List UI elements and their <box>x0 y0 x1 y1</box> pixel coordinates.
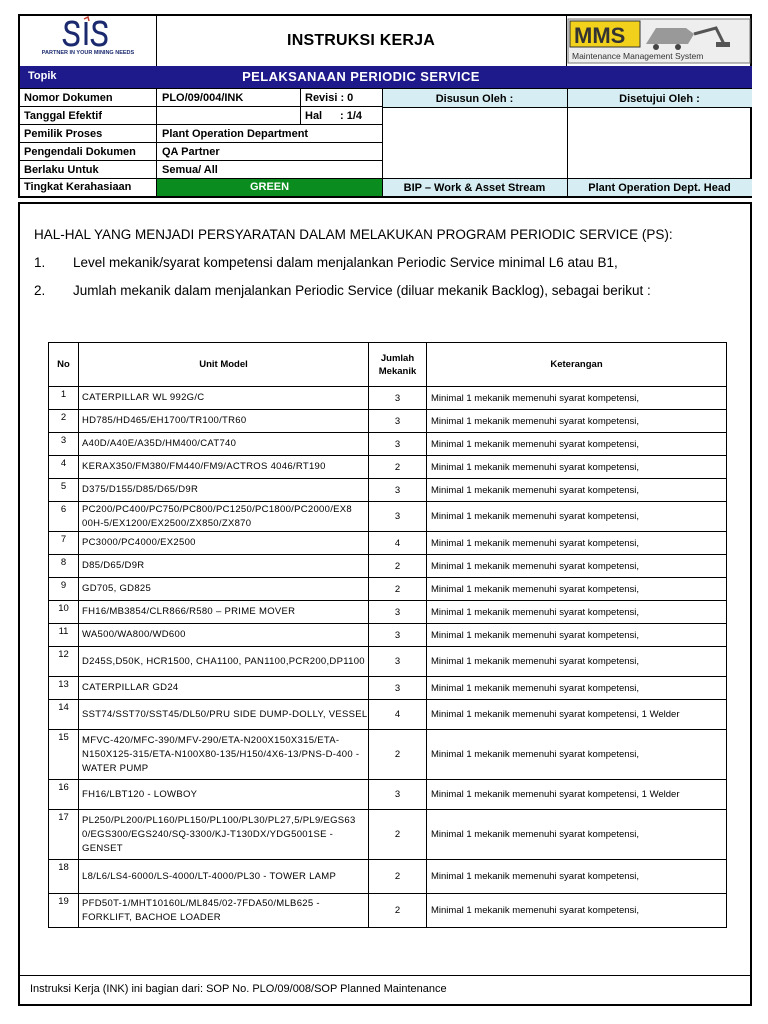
row-keterangan: Minimal 1 mekanik memenuhi syarat kompetensi, <box>427 410 727 433</box>
row-no: 3 <box>49 433 79 456</box>
row-unit-model: D85/D65/D9R <box>79 555 369 578</box>
document-header <box>18 14 752 198</box>
row-jumlah-mekanik: 2 <box>369 578 427 601</box>
disusun-oleh-value: BIP – Work & Asset Stream <box>403 182 546 194</box>
footer-note: Instruksi Kerja (INK) ini bagian dari: SOP No. PLO/09/008/SOP Planned Maintenance <box>30 983 447 995</box>
requirements-heading: HAL-HAL YANG MENJADI PERSYARATAN DALAM MELAKUKAN PROGRAM PERIODIC SERVICE (PS): <box>34 227 673 242</box>
hal-label: Hal <box>305 110 323 122</box>
table-row <box>49 532 727 555</box>
row-unit-model: A40D/A40E/A35D/HM400/CAT740 <box>79 433 369 456</box>
svg-text:Maintenance Management System: Maintenance Management System <box>572 51 704 61</box>
row-no: 1 <box>49 387 79 410</box>
row-keterangan: Minimal 1 mekanik memenuhi syarat kompetensi, <box>427 555 727 578</box>
row-no: 17 <box>49 810 79 860</box>
row-keterangan: Minimal 1 mekanik memenuhi syarat kompetensi, <box>427 677 727 700</box>
row-keterangan: Minimal 1 mekanik memenuhi syarat kompetensi, <box>427 479 727 502</box>
row-no: 4 <box>49 456 79 479</box>
row-unit-model: GD705, GD825 <box>79 578 369 601</box>
row-unit-model: FH16/LBT120 - LOWBOY <box>79 780 369 810</box>
row-jumlah-mekanik: 3 <box>369 601 427 624</box>
row-unit-model: WA500/WA800/WD600 <box>79 624 369 647</box>
nomor-dokumen-value: PLO/09/004/INK <box>162 92 244 104</box>
row-unit-model: PC200/PC400/PC750/PC800/PC1250/PC1800/PC2000/EX8 00H-5/EX1200/EX2500/ZX850/ZX870 <box>79 502 369 532</box>
row-jumlah-mekanik: 2 <box>369 894 427 928</box>
row-keterangan: Minimal 1 mekanik memenuhi syarat kompetensi, <box>427 860 727 894</box>
row-keterangan: Minimal 1 mekanik memenuhi syarat kompetensi, <box>427 532 727 555</box>
row-jumlah-mekanik: 4 <box>369 700 427 730</box>
row-unit-model: L8/L6/LS4-6000/LS-4000/LT-4000/PL30 - TOWER LAMP <box>79 860 369 894</box>
row-no: 7 <box>49 532 79 555</box>
row-unit-model: CATERPILLAR WL 992G/C <box>79 387 369 410</box>
berlaku-untuk-label: Berlaku Untuk <box>24 164 99 176</box>
row-keterangan: Minimal 1 mekanik memenuhi syarat kompetensi, <box>427 730 727 780</box>
row-unit-model: CATERPILLAR GD24 <box>79 677 369 700</box>
row-unit-model: SST74/SST70/SST45/DL50/PRU SIDE DUMP-DOLLY, VESSEL <box>79 700 369 730</box>
row-jumlah-mekanik: 3 <box>369 410 427 433</box>
row-keterangan: Minimal 1 mekanik memenuhi syarat kompetensi, <box>427 433 727 456</box>
header-keterangan: Keterangan <box>427 343 727 387</box>
pemilik-proses-value: Plant Operation Department <box>162 128 309 140</box>
row-jumlah-mekanik: 3 <box>369 677 427 700</box>
row-keterangan: Minimal 1 mekanik memenuhi syarat kompetensi, <box>427 601 727 624</box>
sis-logo <box>20 16 156 66</box>
row-no: 16 <box>49 780 79 810</box>
row-no: 15 <box>49 730 79 780</box>
header-unit-model: Unit Model <box>79 343 369 387</box>
row-no: 10 <box>49 601 79 624</box>
row-no: 9 <box>49 578 79 601</box>
table-row <box>49 624 727 647</box>
table-row <box>49 555 727 578</box>
row-jumlah-mekanik: 3 <box>369 433 427 456</box>
row-no: 5 <box>49 479 79 502</box>
requirement-item: 2. Jumlah mekanik dalam menjalankan Periodic Service (diluar mekanik Backlog), sebagai berikut : <box>34 283 651 298</box>
table-row <box>49 810 727 860</box>
row-jumlah-mekanik: 4 <box>369 532 427 555</box>
row-keterangan: Minimal 1 mekanik memenuhi syarat kompetensi, 1 Welder <box>427 700 727 730</box>
row-keterangan: Minimal 1 mekanik memenuhi syarat kompetensi, <box>427 894 727 928</box>
pengendali-dokumen-value: QA Partner <box>162 146 220 158</box>
disusun-oleh-label: Disusun Oleh : <box>435 93 514 105</box>
table-row <box>49 730 727 780</box>
table-row <box>49 387 727 410</box>
document-title: INSTRUKSI KERJA <box>287 32 435 49</box>
tingkat-kerahasiaan-label: Tingkat Kerahasiaan <box>24 181 132 193</box>
row-keterangan: Minimal 1 mekanik memenuhi syarat kompetensi, 1 Welder <box>427 780 727 810</box>
row-jumlah-mekanik: 2 <box>369 456 427 479</box>
row-unit-model: MFVC-420/MFC-390/MFV-290/ETA-N200X150X315/ETA-N150X125-315/ETA-N100X80-135/H150/4X6-13/PNS-D-400 - WATER PUMP <box>79 730 369 780</box>
table-row <box>49 677 727 700</box>
pengendali-dokumen-label: Pengendali Dokumen <box>24 146 136 158</box>
tanggal-efektif-label: Tanggal Efektif <box>24 110 103 122</box>
revisi-value: Revisi : 0 <box>305 92 354 104</box>
disetujui-oleh-value: Plant Operation Dept. Head <box>588 182 731 194</box>
hal-value: : 1/4 <box>340 110 363 122</box>
row-unit-model: HD785/HD465/EH1700/TR100/TR60 <box>79 410 369 433</box>
row-no: 2 <box>49 410 79 433</box>
row-keterangan: Minimal 1 mekanik memenuhi syarat kompetensi, <box>427 456 727 479</box>
table-row <box>49 578 727 601</box>
row-unit-model: D375/D155/D85/D65/D9R <box>79 479 369 502</box>
row-keterangan: Minimal 1 mekanik memenuhi syarat kompetensi, <box>427 578 727 601</box>
table-row <box>49 456 727 479</box>
row-keterangan: Minimal 1 mekanik memenuhi syarat kompetensi, <box>427 647 727 677</box>
svg-text:MMS: MMS <box>574 23 626 48</box>
header-jumlah-mekanik: Jumlah Mekanik <box>369 343 427 387</box>
row-unit-model: PL250/PL200/PL160/PL150/PL100/PL30/PL27,5/PL9/EGS63 0/EGS300/EGS240/SQ-3300/KJ-T130DX/YDG5001SE - GENSET <box>79 810 369 860</box>
svg-text:PARTNER IN YOUR MINING NEEDS: PARTNER IN YOUR MINING NEEDS <box>41 50 135 56</box>
row-jumlah-mekanik: 2 <box>369 810 427 860</box>
disetujui-oleh-label: Disetujui Oleh : <box>619 93 700 105</box>
row-no: 18 <box>49 860 79 894</box>
table-header-row <box>49 343 727 387</box>
table-row <box>49 780 727 810</box>
row-keterangan: Minimal 1 mekanik memenuhi syarat kompetensi, <box>427 387 727 410</box>
row-no: 19 <box>49 894 79 928</box>
unit-mechanic-table <box>48 342 727 928</box>
topik-label: Topik <box>28 70 57 82</box>
table-row <box>49 601 727 624</box>
row-no: 11 <box>49 624 79 647</box>
row-no: 13 <box>49 677 79 700</box>
table-row <box>49 894 727 928</box>
requirement-item: 1. Level mekanik/syarat kompetensi dalam menjalankan Periodic Service minimal L6 atau B1, <box>34 255 618 270</box>
table-row <box>49 433 727 456</box>
topik-bar <box>20 66 752 88</box>
row-unit-model: KERAX350/FM380/FM440/FM9/ACTROS 4046/RT190 <box>79 456 369 479</box>
row-unit-model: PC3000/PC4000/EX2500 <box>79 532 369 555</box>
row-jumlah-mekanik: 2 <box>369 860 427 894</box>
table-row <box>49 860 727 894</box>
row-jumlah-mekanik: 2 <box>369 555 427 578</box>
berlaku-untuk-value: Semua/ All <box>162 164 218 176</box>
row-keterangan: Minimal 1 mekanik memenuhi syarat kompetensi, <box>427 502 727 532</box>
header-no: No <box>49 343 79 387</box>
row-jumlah-mekanik: 3 <box>369 647 427 677</box>
table-row <box>49 479 727 502</box>
table-row <box>49 410 727 433</box>
row-unit-model: FH16/MB3854/CLR866/R580 – PRIME MOVER <box>79 601 369 624</box>
row-jumlah-mekanik: 2 <box>369 730 427 780</box>
row-jumlah-mekanik: 3 <box>369 387 427 410</box>
document-body <box>18 202 752 1006</box>
kerahasiaan-green-badge: GREEN <box>249 181 290 193</box>
row-no: 14 <box>49 700 79 730</box>
nomor-dokumen-label: Nomor Dokumen <box>24 92 113 104</box>
table-row <box>49 647 727 677</box>
row-jumlah-mekanik: 3 <box>369 479 427 502</box>
table-row <box>49 700 727 730</box>
pemilik-proses-label: Pemilik Proses <box>24 128 103 140</box>
row-keterangan: Minimal 1 mekanik memenuhi syarat kompetensi, <box>427 810 727 860</box>
row-no: 12 <box>49 647 79 677</box>
row-jumlah-mekanik: 3 <box>369 624 427 647</box>
row-no: 8 <box>49 555 79 578</box>
topik-value: PELAKSANAAN PERIODIC SERVICE <box>242 69 480 84</box>
table-row <box>49 502 727 532</box>
mms-logo <box>566 16 752 66</box>
row-jumlah-mekanik: 3 <box>369 502 427 532</box>
row-no: 6 <box>49 502 79 532</box>
row-unit-model: PFD50T-1/MHT10160L/ML845/02-7FDA50/MLB625 - FORKLIFT, BACHOE LOADER <box>79 894 369 928</box>
row-jumlah-mekanik: 3 <box>369 780 427 810</box>
row-unit-model: D245S,D50K, HCR1500, CHA1100, PAN1100,PCR200,DP1100 <box>79 647 369 677</box>
row-keterangan: Minimal 1 mekanik memenuhi syarat kompetensi, <box>427 624 727 647</box>
